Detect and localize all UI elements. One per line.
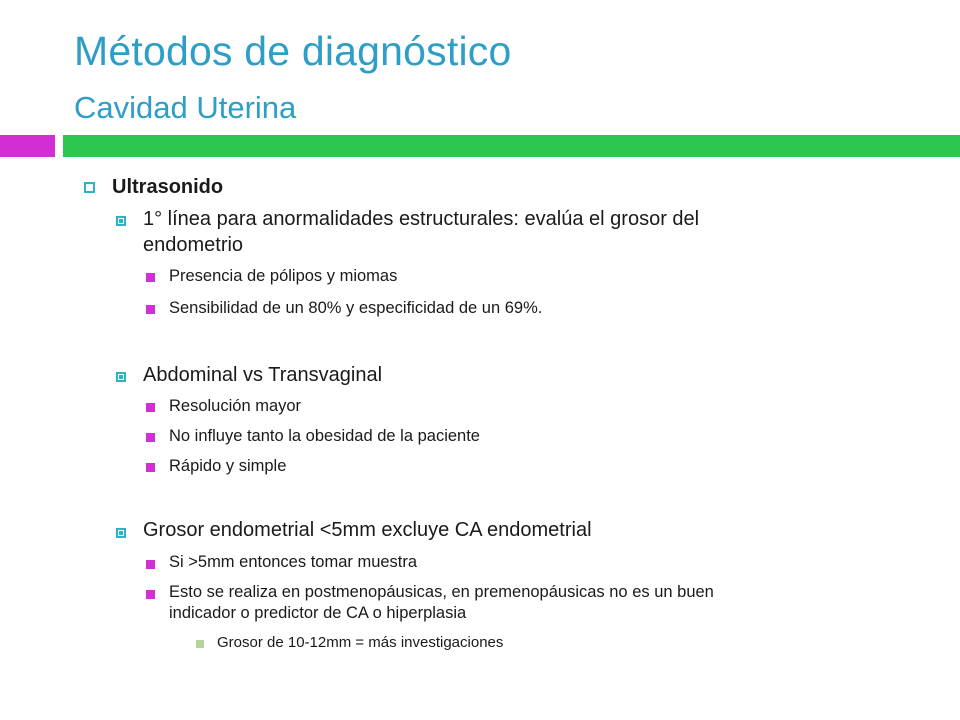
point2-sub3: Rápido y simple [169,457,287,475]
solid-square-bullet-icon [146,273,155,282]
point3-subsub1: Grosor de 10-12mm = más investigaciones [217,634,504,651]
point3-sub2-line1: Esto se realiza en postmenopáusicas, en premenopáusicas no es un buen [169,583,714,601]
square-ring-bullet-icon [116,216,126,226]
square-ring-bullet-icon [116,528,126,538]
point2-text: Abdominal vs Transvaginal [143,364,383,386]
solid-square-bullet-icon [146,590,155,599]
point3-sub2-line2: indicador o predictor de CA o hiperplasia [169,604,467,622]
point3-sub1: Si >5mm entonces tomar muestra [169,553,418,571]
point2-sub1: Resolución mayor [169,397,302,415]
solid-square-bullet-icon [146,305,155,314]
slide-title: Métodos de diagnóstico [74,28,512,74]
point1-sub1: Presencia de pólipos y miomas [169,267,398,285]
square-ring-bullet-icon [116,372,126,382]
small-square-bullet-icon [196,640,204,648]
hollow-square-bullet-icon [84,182,95,193]
heading-ultrasonido: Ultrasonido [112,176,224,198]
solid-square-bullet-icon [146,403,155,412]
slide-subtitle: Cavidad Uterina [74,90,297,125]
point1-line1: 1° línea para anormalidades estructurales: evalúa el grosor del [143,208,700,230]
point3-text: Grosor endometrial <5mm excluye CA endometrial [143,519,592,541]
point1-sub2: Sensibilidad de un 80% y especificidad de un 69%. [169,299,543,317]
solid-square-bullet-icon [146,560,155,569]
solid-square-bullet-icon [146,463,155,472]
solid-square-bullet-icon [146,433,155,442]
point2-sub2: No influye tanto la obesidad de la paciente [169,427,480,445]
point1-line2: endometrio [143,234,244,256]
